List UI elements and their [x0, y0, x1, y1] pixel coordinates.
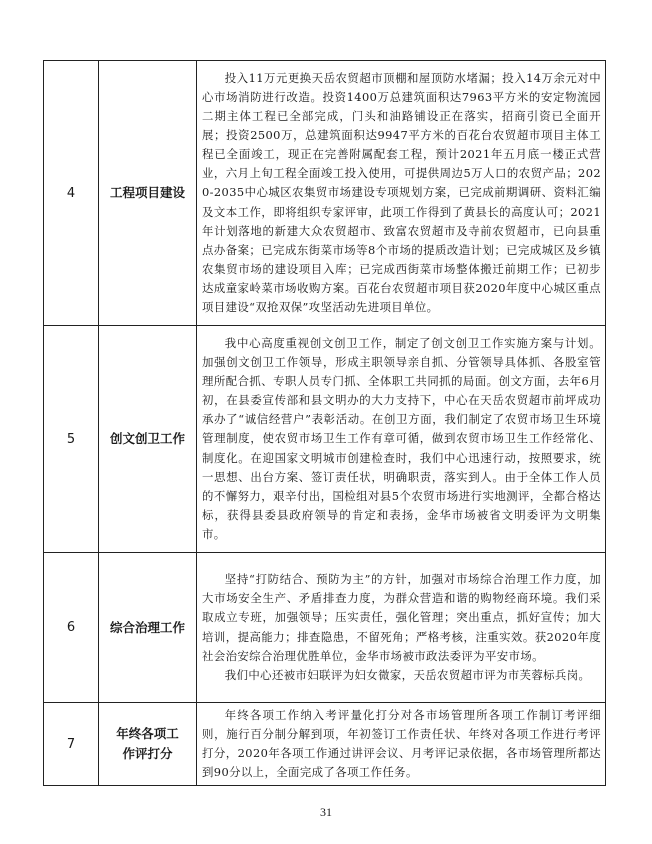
table-row — [44, 703, 606, 786]
row-number: 6 — [44, 553, 99, 703]
row-number: 4 — [44, 61, 99, 326]
row-content — [197, 553, 606, 703]
page-number: 31 — [320, 805, 332, 819]
row-title: 年终各项工作评打分 — [99, 703, 197, 786]
content-paragraph: 我们中心还被市妇联评为妇女微家，天岳农贸超市评为市芙蓉标兵岗。 — [224, 667, 591, 682]
content-paragraph: 我中心高度重视创文创卫工作，制定了创文创卫工作实施方案与计划。加强创文创卫工作领导，形成主职领导亲自抓、分管领导具体抓、各股室管理所配合抓、专职人员专门抓、全体职工共同抓的局面。创文方面，去年6月初，在县委宣传部和县文明办的大力支持下，中心在天岳农贸超市前坪成功承办了“诚信经营户”表彰活动。在创卫方面，我们制定了农贸市场卫生环境管理制度，使农贸市场卫生工作有章可循，做到农贸市场卫生工作经常化、制度化。在迎国家文明城市创建检查时，我们中心迅速行动，按照要求，统一思想、出台方案、签订责任状，明确职责，落实到人。由于全体工作人员的不懈努力，艰辛付出，国检组对县5个农贸市场进行实地测评，全都合格达标，获得县委县政府领导的肯定和表扬，金华市场被省文明委评为文明集市。 — [202, 335, 601, 541]
row-number: 7 — [44, 703, 99, 786]
row-title: 综合治理工作 — [99, 553, 197, 703]
row-number: 5 — [44, 326, 99, 553]
row-title: 创文创卫工作 — [99, 326, 197, 553]
row-content — [197, 326, 606, 553]
row-content — [197, 61, 606, 326]
table-row — [44, 326, 606, 553]
content-paragraph: 坚持“打防结合、预防为主”的方针，加强对市场综合治理工作力度，加大市场安全生产、矛盾排查力度，为群众营造和谐的购物经商环境。我们采取成立专班，加强领导；压实责任，强化管理；突出重点，抓好宣传；加大培训，提高能力；排查隐患，不留死角；严格考核，注重实效。获2020年度社会治安综合治理优胜单位，金华市场被市政法委评为平安市场。 — [202, 572, 601, 663]
content-paragraph: 投入11万元更换天岳农贸超市顶棚和屋顶防水堵漏；投入14万余元对中心市场消防进行改造。投资1400万总建筑面积达7963平方米的安定物流园二期主体工程已全部完成，门头和油路铺设正在落实，招商引资已全面开展；投资2500万，总建筑面积达9947平方米的百花台农贸超市项目主体工程已全面竣工，现正在完善附属配套工程，预计2021年五月底一楼正式营业，六月上旬工程全面竣工投入使用，可提供周边5万人口的农贸产品；2020-2035中心城区农集贸市场建设专项规划方案，已完成前期调研、资料汇编及文本工作，即将组织专家评审，此项工作得到了黄县长的高度认可；2021年计划落地的新建大众农贸超市、致富农贸超市及寺前农贸超市，已向县重点办备案；已完成东街菜市场等8个市场的提质改造计划；已完成城区及乡镇农集贸市场的建设项目入库；已完成西街菜市场整体搬迁前期工作；已初步达成童家岭菜市场收购方案。百花台农贸超市项目获2020年度中心城区重点项目建设“双抢双保”攻坚活动先进项目单位。 — [202, 70, 601, 315]
table-row — [44, 553, 606, 703]
row-title: 工程项目建设 — [99, 61, 197, 326]
content-paragraph: 年终各项工作纳入考评量化打分对各市场管理所各项工作制订考评细则，施行百分制分解到项，年初签订工作责任状、年终对各项工作进行考评打分，2020年各项工作通过讲评会议、月考评记录依据，各市场管理所都达到90分以上，全面完成了各项工作任务。 — [202, 708, 601, 780]
row-content — [197, 703, 606, 786]
work-summary-table — [43, 60, 606, 786]
table-row — [44, 61, 606, 326]
